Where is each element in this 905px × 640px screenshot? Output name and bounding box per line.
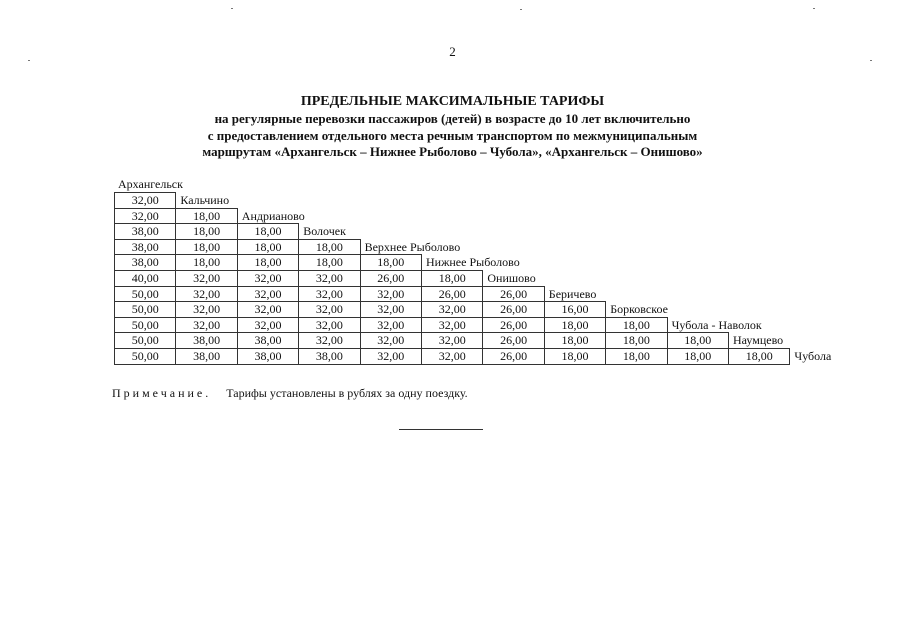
scan-speck [870, 60, 872, 61]
station-label: Чубола [794, 349, 832, 363]
station-label: Беричево [548, 286, 597, 301]
fare-cell: 18,00 [667, 348, 729, 365]
fare-cell: 18,00 [237, 239, 299, 256]
fare-cell: 38,00 [114, 239, 176, 256]
station-label: Кальчино [180, 193, 230, 207]
subtitle-line-2: с предоставлением отдельного места речным транспортом по межмуниципальным [207, 127, 698, 143]
end-divider [399, 429, 483, 430]
station-label: Чубола - Наволок [671, 317, 762, 332]
fare-cell: 26,00 [482, 317, 544, 334]
fare-cell: 38,00 [114, 223, 176, 240]
fare-cell: 26,00 [421, 286, 483, 303]
fare-cell: 32,00 [175, 286, 237, 303]
fare-cell: 32,00 [298, 286, 360, 303]
fare-cell: 18,00 [667, 332, 729, 349]
fare-cell: 32,00 [237, 317, 299, 334]
page-number: 2 [449, 44, 456, 59]
fare-cell: 32,00 [237, 270, 299, 287]
fare-cell: 32,00 [298, 332, 360, 349]
station-label: Нижнее Рыболово [426, 255, 520, 270]
fare-cell: 50,00 [114, 317, 176, 334]
fare-cell: 32,00 [298, 301, 360, 318]
scan-speck [28, 60, 30, 61]
fare-cell: 16,00 [544, 301, 606, 318]
station-label: Борковское [610, 302, 668, 317]
fare-cell: 26,00 [482, 286, 544, 303]
note-text: Тарифы установлены в рублях за одну поездку. [226, 386, 468, 400]
fare-cell: 18,00 [237, 223, 299, 240]
fare-cell: 18,00 [175, 239, 237, 256]
fare-cell: 18,00 [605, 348, 667, 365]
fare-cell: 18,00 [237, 254, 299, 271]
fare-cell: 40,00 [114, 270, 176, 287]
fare-cell: 32,00 [237, 286, 299, 303]
fare-cell: 26,00 [482, 332, 544, 349]
fare-cell: 32,00 [298, 270, 360, 287]
fare-cell: 32,00 [421, 317, 483, 334]
fare-cell: 32,00 [175, 301, 237, 318]
fare-cell: 32,00 [360, 301, 422, 318]
fare-cell: 32,00 [175, 270, 237, 287]
station-label: Волочек [303, 224, 346, 239]
fare-cell: 32,00 [360, 286, 422, 303]
fare-cell: 26,00 [482, 348, 544, 365]
fare-cell: 38,00 [237, 332, 299, 349]
fare-cell: 18,00 [175, 223, 237, 240]
station-label: Онишово [487, 271, 536, 285]
fare-cell: 18,00 [298, 254, 360, 271]
fare-cell: 18,00 [544, 348, 606, 365]
station-label: Андрианово [241, 208, 305, 223]
fare-cell: 26,00 [360, 270, 422, 287]
fare-cell: 50,00 [114, 301, 176, 318]
note-label: Примечание. [112, 386, 212, 400]
fare-cell: 18,00 [175, 254, 237, 271]
fare-cell: 18,00 [728, 348, 790, 365]
fare-cell: 32,00 [421, 348, 483, 365]
fare-cell: 18,00 [605, 317, 667, 334]
subtitle-line-1: на регулярные перевозки пассажиров (детей) в возрасте до 10 лет включительно [214, 111, 691, 126]
fare-cell: 50,00 [114, 348, 176, 365]
fare-cell: 18,00 [544, 332, 606, 349]
fare-cell: 32,00 [421, 332, 483, 349]
fare-cell: 50,00 [114, 286, 176, 303]
fare-cell: 32,00 [114, 208, 176, 225]
subtitle-line-3: маршрутам «Архангельск – Нижнее Рыболово – Чубола», «Архангельск – Онишово» [202, 144, 703, 159]
fare-cell: 32,00 [114, 192, 176, 209]
fare-cell: 18,00 [421, 270, 483, 287]
fare-cell: 18,00 [298, 239, 360, 256]
note [112, 386, 468, 401]
fare-cell: 38,00 [114, 254, 176, 271]
fare-cell: 32,00 [237, 301, 299, 318]
fare-cell: 32,00 [175, 317, 237, 334]
fare-cell: 32,00 [360, 348, 422, 365]
fare-cell: 32,00 [298, 317, 360, 334]
fare-cell: 38,00 [298, 348, 360, 365]
fare-cell: 18,00 [360, 254, 422, 271]
fare-cell: 38,00 [237, 348, 299, 365]
scan-speck [520, 9, 522, 10]
fare-cell: 18,00 [175, 208, 237, 225]
fare-cell: 50,00 [114, 332, 176, 349]
fare-cell: 26,00 [482, 301, 544, 318]
fare-cell: 38,00 [175, 348, 237, 365]
fare-cell: 32,00 [360, 332, 422, 349]
station-label: Наумцево [733, 333, 784, 348]
station-label: Верхнее Рыболово [364, 239, 461, 254]
fare-cell: 32,00 [360, 317, 422, 334]
fare-cell: 18,00 [544, 317, 606, 334]
station-label: Архангельск [118, 177, 183, 191]
scan-speck [813, 8, 815, 9]
fare-cell: 18,00 [605, 332, 667, 349]
document-title: ПРЕДЕЛЬНЫЕ МАКСИМАЛЬНЫЕ ТАРИФЫ [300, 94, 605, 109]
fare-cell: 38,00 [175, 332, 237, 349]
scan-speck [231, 8, 233, 9]
fare-cell: 32,00 [421, 301, 483, 318]
